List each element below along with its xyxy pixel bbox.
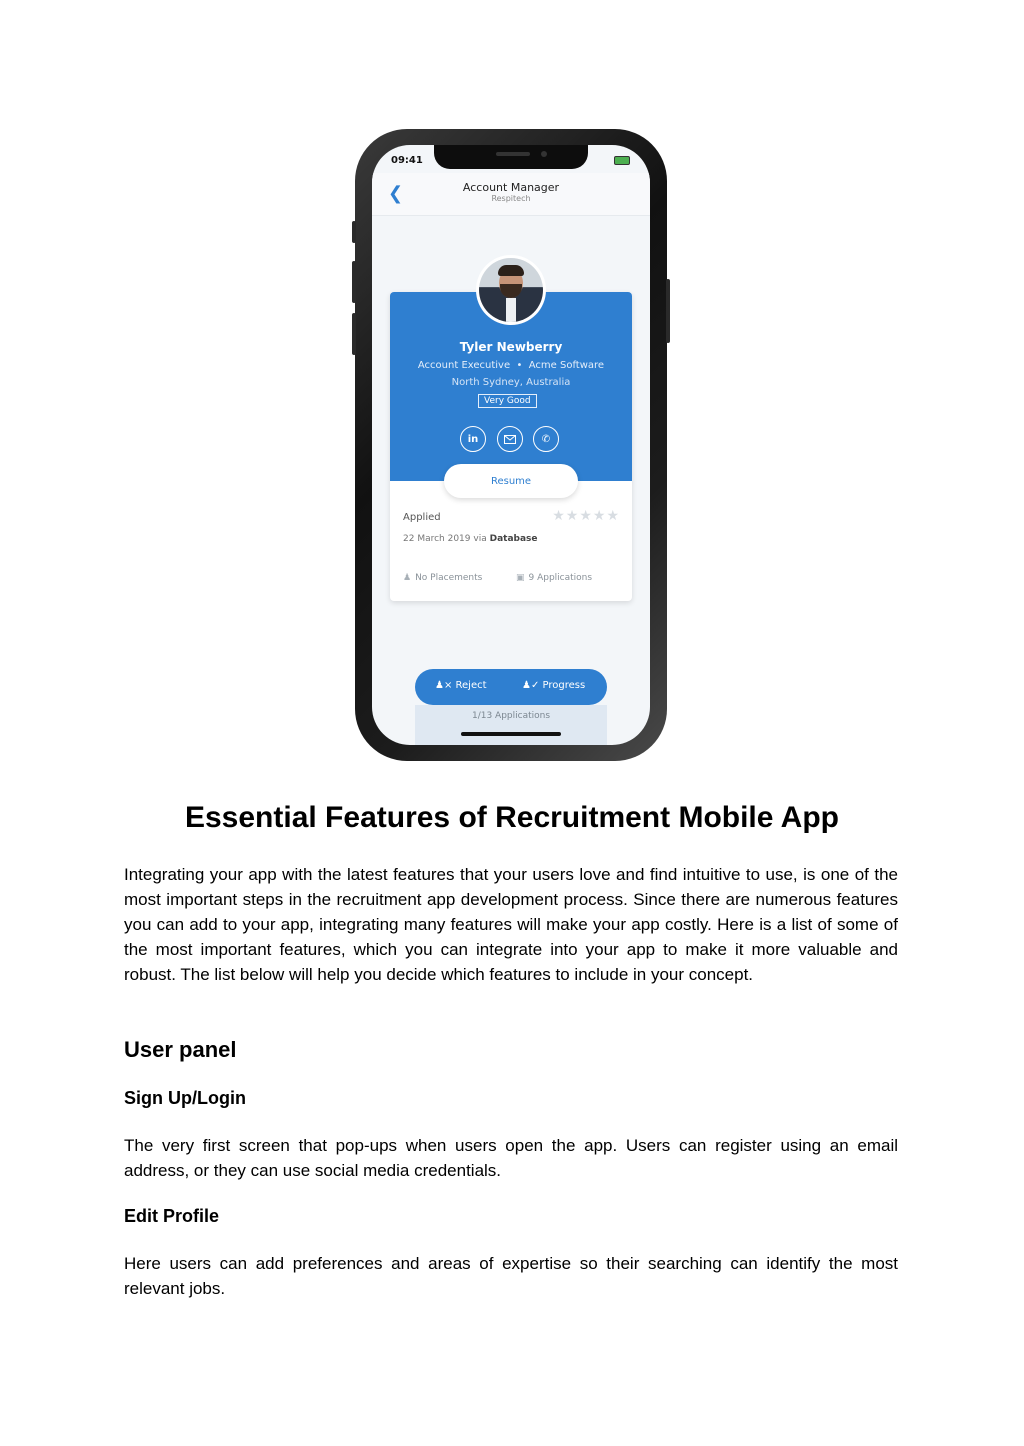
speaker-grille <box>496 152 530 156</box>
nav-title: Account Manager <box>462 181 560 194</box>
briefcase-icon: ▣ <box>516 573 525 583</box>
placements-info <box>403 573 482 583</box>
nav-subtitle: Respitech <box>491 194 531 203</box>
candidate-card <box>390 292 632 601</box>
phone-notch <box>434 145 588 169</box>
feature-heading-edit-profile: Edit Profile <box>124 1206 220 1226</box>
back-chevron-icon[interactable]: ❮ <box>388 183 404 204</box>
applications-bar <box>415 705 607 745</box>
phone-mute-switch <box>352 221 356 243</box>
progress-user-icon: ♟✓ <box>522 680 540 691</box>
reject-user-icon: ♟× <box>435 680 453 691</box>
progress-label: Progress <box>542 680 586 691</box>
applied-date-line <box>403 534 538 544</box>
intro-paragraph: Integrating your app with the latest features that your users love and find intuitive to use, is one of the most important steps in the recruitment app development process. Since there are numerous features you can add to your app, integrating many features will make your app costly. Here is a list of some of the most important features, which you can integrate into your app to make it more valuable and robust. The list below will help you decide which features to include in your concept. <box>124 865 898 984</box>
battery-icon <box>614 156 630 165</box>
avatar-photo <box>479 258 543 322</box>
avatar <box>476 255 546 325</box>
applications-info <box>516 573 592 583</box>
page-title: Essential Features of Recruitment Mobile App <box>184 801 839 834</box>
envelope-glyph <box>504 435 516 444</box>
phone-volume-down <box>352 313 356 355</box>
status-time: 09:41 <box>391 155 423 166</box>
applications-counter: 1/13 Applications <box>471 711 551 721</box>
resume-button[interactable]: Resume <box>444 464 578 498</box>
placements-label: No Placements <box>415 573 483 583</box>
applied-date: 22 March 2019 via <box>403 534 487 544</box>
application-status: Applied <box>403 512 441 523</box>
phone-screen <box>372 145 650 745</box>
candidate-name: Tyler Newberry <box>459 340 563 354</box>
phone-mockup <box>355 129 667 761</box>
applications-label: 9 Applications <box>528 573 593 583</box>
progress-button[interactable] <box>522 680 585 691</box>
feature-text-edit-profile: Here users can add preferences and areas of expertise so their searching can identify the most relevant jobs. <box>124 1254 898 1298</box>
feature-text-signup: The very first screen that pop-ups when users open the app. Users can register using an email address, or they can use social media credentials. <box>124 1136 898 1180</box>
action-pill <box>415 669 607 705</box>
application-source: Database <box>489 534 538 544</box>
candidate-role-line <box>390 360 632 371</box>
candidate-location: North Sydney, Australia <box>451 377 571 388</box>
star-rating[interactable]: ★★★★★ <box>552 508 620 524</box>
candidate-company: Acme Software <box>528 360 605 371</box>
reject-label: Reject <box>455 680 487 691</box>
front-camera <box>541 151 547 157</box>
reject-button[interactable] <box>435 680 487 691</box>
person-icon: ♟ <box>403 573 412 583</box>
rating-badge: Very Good <box>478 394 537 408</box>
phone-volume-up <box>352 261 356 303</box>
role-separator: • <box>516 360 523 371</box>
candidate-role: Account Executive <box>417 360 511 371</box>
feature-heading-signup: Sign Up/Login <box>124 1088 246 1108</box>
email-icon[interactable] <box>497 426 523 452</box>
home-indicator <box>461 732 561 736</box>
linkedin-icon[interactable] <box>460 426 486 452</box>
nav-bar <box>372 173 650 216</box>
phone-power-button <box>666 279 670 343</box>
linkedin-label: in <box>467 433 479 445</box>
phone-call-icon[interactable]: ✆ <box>533 426 559 452</box>
section-heading-user-panel: User panel <box>124 1037 237 1062</box>
